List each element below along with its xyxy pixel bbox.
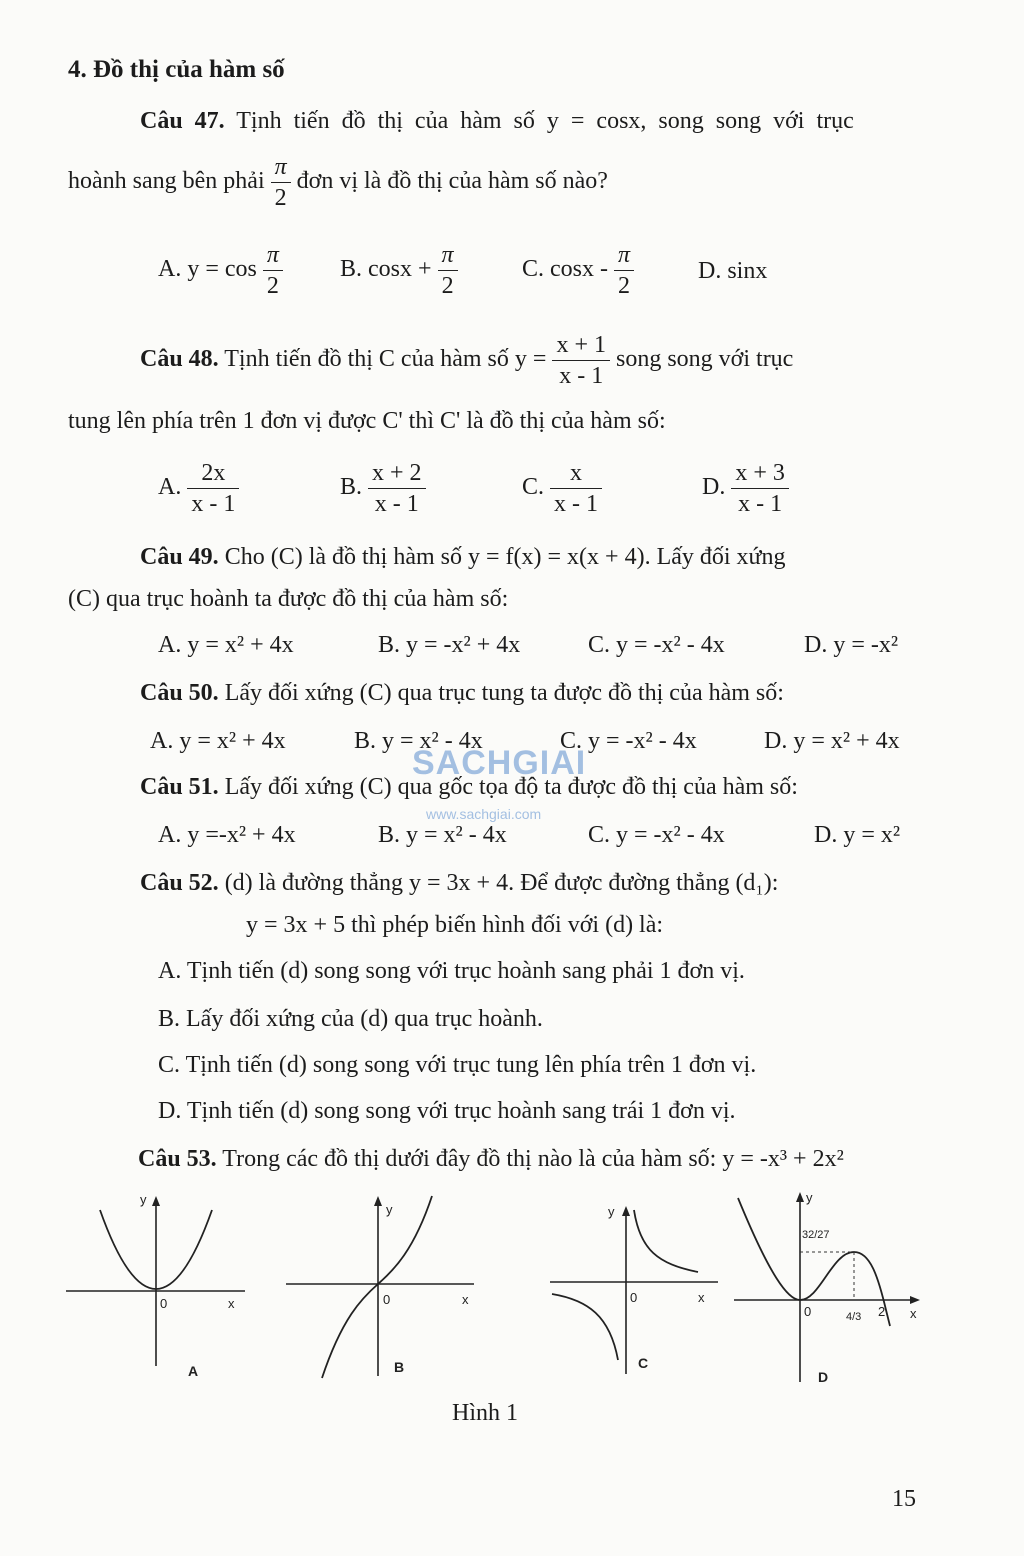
svg-text:C: C [638, 1355, 649, 1371]
svg-text:x: x [910, 1306, 917, 1321]
question-49-line2: (C) qua trục hoành ta được đồ thị của hàm số: [68, 586, 509, 612]
svg-text:0: 0 [804, 1304, 812, 1319]
answer-47-b: B. cosx + $\frac{\pi}{2}$ [340, 240, 464, 301]
answer-49-c: C. y = -x² - 4x [588, 632, 725, 658]
question-47-line1: Câu 47. Tịnh tiến đồ thị của hàm số y = cosx, song song với trục [140, 108, 854, 134]
question-51-line1: Câu 51. Lấy đối xứng (C) qua gốc tọa độ ta được đồ thị của hàm số: [140, 774, 798, 800]
answer-51-b: B. y = x² - 4x [378, 822, 507, 848]
svg-text:0: 0 [630, 1290, 638, 1305]
question-48-line1: Câu 48. Tịnh tiến đồ thị C của hàm số y = $\frac{x + 1}{x - 1}$ song song với trục [140, 332, 794, 389]
figure-caption: Hình 1 [452, 1400, 518, 1426]
question-52-line2: y = 3x + 5 thì phép biến hình đối với (d) là: [246, 912, 664, 938]
section-title: 4. Đồ thị của hàm số [68, 56, 285, 83]
question-47-line2: hoành sang bên phải $\frac{\pi}{2}$ đơn vị là đồ thị của hàm số nào? [68, 154, 608, 211]
answer-48-c: C. $\frac{x}{x - 1}$ [522, 458, 608, 519]
svg-text:x: x [698, 1290, 705, 1305]
answer-50-a: A. y = x² + 4x [150, 728, 286, 754]
answer-51-a: A. y =-x² + 4x [158, 822, 296, 848]
svg-text:x: x [228, 1296, 235, 1311]
svg-text:0: 0 [383, 1292, 391, 1307]
svg-text:y: y [140, 1192, 147, 1207]
question-52-line1: Câu 52. (d) là đường thẳng y = 3x + 4. Để được đường thẳng (d₁): [140, 870, 779, 896]
page-number: 15 [892, 1486, 916, 1512]
svg-text:x: x [462, 1292, 469, 1307]
answer-47-c: C. cosx - $\frac{\pi}{2}$ [522, 240, 640, 301]
graph-a [60, 1188, 250, 1388]
graph-c [548, 1200, 728, 1380]
answer-48-a: A. $\frac{2x}{x - 1}$ [158, 458, 245, 519]
svg-text:A: A [188, 1363, 199, 1379]
graph-b [282, 1188, 482, 1388]
answer-51-d: D. y = x² [814, 822, 901, 848]
svg-text:y: y [806, 1190, 813, 1205]
answer-50-b: B. y = x² - 4x [354, 728, 483, 754]
svg-text:D: D [818, 1369, 829, 1385]
question-49-line1: Câu 49. Cho (C) là đồ thị hàm số y = f(x) = x(x + 4). Lấy đối xứng [140, 544, 786, 570]
graph-d [730, 1186, 930, 1386]
answer-50-c: C. y = -x² - 4x [560, 728, 697, 754]
question-label: Câu 47. [140, 108, 225, 134]
svg-text:32/27: 32/27 [802, 1229, 830, 1241]
answer-49-d: D. y = -x² [804, 632, 899, 658]
answer-47-a: A. y = cos $\frac{\pi}{2}$ [158, 240, 289, 301]
svg-text:4/3: 4/3 [846, 1311, 862, 1323]
question-53-line1: Câu 53. Trong các đồ thị dưới đây đồ thị nào là của hàm số: y = -x³ + 2x² [138, 1146, 844, 1172]
svg-text:0: 0 [160, 1296, 168, 1311]
answer-49-a: A. y = x² + 4x [158, 632, 294, 658]
watermark-logo: SACHGIAI [412, 744, 587, 782]
answer-51-c: C. y = -x² - 4x [588, 822, 725, 848]
answer-52-a: A. Tịnh tiến (d) song song với trục hoành sang phải 1 đơn vị. [158, 958, 745, 984]
svg-text:y: y [386, 1202, 393, 1217]
answer-48-d: D. $\frac{x + 3}{x - 1}$ [702, 458, 795, 519]
answer-50-d: D. y = x² + 4x [764, 728, 900, 754]
answer-49-b: B. y = -x² + 4x [378, 632, 521, 658]
svg-text:y: y [608, 1204, 615, 1219]
answer-52-c: C. Tịnh tiến (d) song song với trục tung lên phía trên 1 đơn vị. [158, 1052, 757, 1078]
answer-52-b: B. Lấy đối xứng của (d) qua trục hoành. [158, 1006, 543, 1032]
answer-48-b: B. $\frac{x + 2}{x - 1}$ [340, 458, 432, 519]
answer-52-d: D. Tịnh tiến (d) song song với trục hoành sang trái 1 đơn vị. [158, 1098, 736, 1124]
answer-47-d: D. sinx [698, 258, 768, 284]
question-48-line2: tung lên phía trên 1 đơn vị được C' thì C' là đồ thị của hàm số: [68, 408, 666, 434]
svg-text:2: 2 [878, 1304, 886, 1319]
question-50-line1: Câu 50. Lấy đối xứng (C) qua trục tung ta được đồ thị của hàm số: [140, 680, 784, 706]
svg-text:B: B [394, 1359, 405, 1375]
watermark-url: www.sachgiai.com [426, 806, 542, 822]
